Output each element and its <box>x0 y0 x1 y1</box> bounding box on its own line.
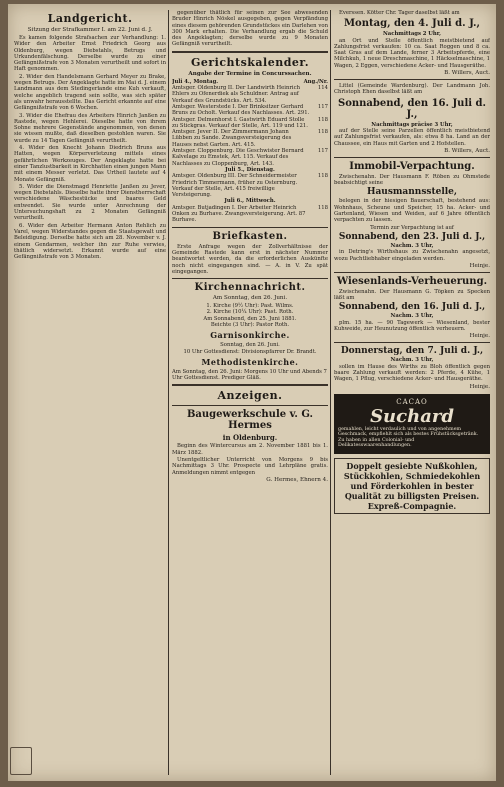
calendar-entry <box>172 85 328 104</box>
entry-number: 114 <box>317 85 328 92</box>
suchard-logo: Suchard <box>370 405 454 427</box>
ad-logo-label: CACAO <box>396 397 428 406</box>
entry-number: 117 <box>317 148 328 155</box>
column-divider <box>330 10 331 775</box>
ad-heading: Sonnabend, den 16. Juli d. J., <box>337 97 487 120</box>
church-line: Am Sonntag, den 26. Juni: Morgens 10 Uhr und Abends 7 Uhr Gottesdienst. Prediger Gläß. <box>172 368 327 382</box>
calendar-entry <box>172 104 328 117</box>
ad-text: Unentgeltlicher Unterricht von Morgens 9 bis Nachmittags 3 Uhr. Prospecte und Lehrpläne gratis. Anmeldungen nimmt entgegen <box>172 457 328 476</box>
church-line: 10 Uhr Gottesdienst: Divisionspfarrer Dr. Brandt. <box>183 348 317 355</box>
section-title: Garnisonkirche. <box>210 330 290 341</box>
divider <box>172 51 328 53</box>
ad-subheading: in Oldenburg. <box>222 433 278 443</box>
article-paragraph: 2. Wider den Handelsmann Gerhard Meyer zu Brake, wegen Betrugs. Der Angeklagte hatte im Mai d. J. einem Landmann aus dem Stedingerlande eine Kuh verkauft, welche angeblich tragend sein sollte, was sich später als unwahr herausstellte. Das Gericht erkannte auf eine Gefängnißstrafe von 6 Wochen. <box>14 73 166 112</box>
church-line: Beichte (3 Uhr): Pastor Roth. <box>210 321 290 328</box>
ad-time: Nachm. 3 Uhr, <box>390 242 434 249</box>
divider <box>334 272 490 273</box>
divider <box>172 227 328 228</box>
entry-text: Amtsger. Butjadingen I. Der Arbeiter Heinrich Onken zu Burhave. Zwangsversteigerung. Art. 87 Burhave. <box>172 204 306 224</box>
entry-number: 118 <box>317 129 328 136</box>
article-paragraph: 5. Wider die Dienstmagd Henriette Janßen zu Jever, wegen Diebstahls. Dieselbe hatte ihrer Dienstherrschaft verschiedene Wäschestücke und baares Geld entwendet. Sie wurde unter Anrechnung der Untersuchungshaft zu 2 Monaten Gefängniß verurtheilt. <box>14 183 166 222</box>
article-paragraph: Es kamen folgende Strafsachen zur Verhandlung: 1. Wider den Arbeiter Ernst Friedrich Georg aus Oldenburg, wegen Diebstahls, Betrugs und Urkundenfälschung. Derselbe wurde zu einer Gefängnißstrafe von 3 Monaten verurtheilt und sofort in Haft genommen. <box>14 35 166 73</box>
entry-text: Amtsger. Westerstede I. Der Brinksitzer Gerhard Bruns zu Ocholt. Verkauf des Nachlasses. Art. 291. <box>172 103 310 117</box>
church-line: 2. Kirche (10¼ Uhr): Past. Roth. <box>206 309 294 316</box>
newspaper-page <box>8 4 496 781</box>
article-paragraph: 4. Wider den Knecht Johann Diedrich Bruns aus Hatten, wegen Körperverletzung mittels eines gefährlichen Werkzeuges. Der Angeklagte hatte bei einer Tanzlustbarkeit in Kirchhatten einen jungen Mann mit einem Messer verletzt. Das Urtheil lautete auf 4 Monate Gefängniß. <box>14 145 166 183</box>
ad-signature: Heinje. <box>469 262 490 269</box>
ad-text: Everssen. Kötter Chr. Tager daselbst läßt am <box>339 10 460 16</box>
ad-heading: Montag, den 4. Juli d. J., <box>343 18 481 30</box>
entry-text: Amtsger. Cloppenburg. Die Geschwister Bernard Kalvelage zu Emstek, Art. 115. Verkauf des Nachlasses zu Cloppenburg, Art. 143. <box>172 148 304 167</box>
section-title: Gerichtskalender. <box>190 55 310 69</box>
ad-signature: G. Hermes, Ehnern 4. <box>266 476 328 483</box>
calendar-entry <box>172 173 328 198</box>
suchard-advertisement <box>334 394 490 454</box>
entry-text: Amtsger. Oldenburg II. Der Landwirth Heinrich Ehlers zu Ofenerdiek als Schuldner. Antrag auf Verkauf des Grundstücks. Art. 534. <box>172 85 300 104</box>
coal-advertisement <box>334 458 490 514</box>
middle-column <box>172 10 328 777</box>
article-paragraph: gegenüber thätlich für seinen zur See abwesenden Bruder Hinrich Nöskel ausgegeben, gegen Verpfändung eines diesem gehörenden Grundstückes ein Darlehen von 300 Mark erhalten. Die Verhandlung ergab die Schuld des Angeklagten; derselbe wurde zu 9 Monaten Gefängniß verurtheilt. <box>172 10 328 48</box>
ad-time: Nachm. 3 Uhr, <box>390 357 434 364</box>
date-heading: Juli 5., Dienstag. <box>225 166 275 173</box>
entry-number: 118 <box>317 173 328 180</box>
ad-heading: Wiesenlands-Verheuerung. <box>336 275 488 287</box>
ad-heading: Donnerstag, den 7. Juli d. J., <box>340 346 484 357</box>
ad-text: gemahlen, leicht verdaulich und von angenehmem Geschmack, empfiehlt sich als bestes Frühstücksgetränk. Zu haben in allen Colonial- und Delikatesswaarenhandlungen. <box>338 426 479 449</box>
section-title: Methodistenkirche. <box>201 356 299 367</box>
ad-text: Doppelt gesiebte Nußkohlen, Stückkohlen, Schmiedekohlen und Förderkohlen in bester Qualität zu billigsten Preisen. Expreß-Compagnie. <box>343 460 481 511</box>
calendar-entry <box>172 129 328 148</box>
ad-signature: Heinje. <box>469 383 490 390</box>
left-column <box>14 10 166 777</box>
ad-heading: Sonnabend, den 23. Juli d. J., <box>338 231 486 242</box>
ad-text: Zwischenahn. Der Hausmann G. Töpken zu Specken läßt am <box>334 288 490 302</box>
ad-signature: B. Willers, Auct. <box>444 147 490 154</box>
section-subtitle: Angabe der Termine in Concurssachen. <box>188 70 312 77</box>
divider <box>334 157 490 158</box>
date-label: Juli 4., Montag. <box>172 78 219 85</box>
column-label: Ang./Nr. <box>303 78 328 85</box>
ad-text: auf der Stelle seine Parzellen öffentlich meistbietend auf Zahlungsfrist verkaufen, als: etwa 8 ha. Land an der Chaussee, ein Haus mit Garten und 2 Hofstellen. <box>334 127 490 147</box>
church-line: 1. Kirche (9½ Uhr): Past. Wilms. <box>206 303 294 310</box>
ad-text: Zwischenahn. Der Hausmann F. Röben zu Ohmstede beabsichtigt seine <box>334 173 490 187</box>
ad-text: sollen im Hause des Wirths zu Bloh öffentlich gegen baare Zahlung verkauft werden: 2 Pferde, 4 Kühe, 1 Wagen, 1 Pflug, verschiedene Acker- und Hausgeräthe. <box>334 363 490 383</box>
column-divider <box>168 10 169 775</box>
calendar-entry <box>172 148 328 167</box>
ad-signature: Heinje. <box>469 333 490 340</box>
calendar-entry <box>172 205 328 224</box>
entry-text: Amtsger. Delmenhorst I. Gastwirth Eduard Stolle zu Stickgras. Verkauf der Stelle, Art. 119 und 121. <box>172 116 308 129</box>
entry-number: 118 <box>317 204 328 211</box>
section-subtitle: Am Sonntag, den 26. Juni. <box>212 295 288 302</box>
ad-time: Nachmittags präcise 3 Uhr, <box>371 121 453 128</box>
ad-text: in Detring's Wirthshaus zu Zwischenahn angesetzt, wozu Pachtliebhaber eingeladen werden. <box>334 249 490 262</box>
divider <box>172 384 328 386</box>
divider <box>172 405 328 406</box>
ad-signature: B. Willers, Auct. <box>444 70 490 77</box>
divider <box>334 79 490 80</box>
ad-heading: Baugewerkschule v. G. Hermes <box>186 409 314 432</box>
section-subtitle: Sitzung der Strafkammer I. am 22. Juni d. J. <box>27 27 153 33</box>
ad-time: Nachm. 3 Uhr, <box>390 313 434 320</box>
ad-time: Nachmittags 2 Uhr, <box>382 31 442 38</box>
ad-heading: Sonnabend, den 16. Juli d. J., <box>338 302 486 313</box>
divider <box>172 278 328 279</box>
ad-text: Littel (Gemeinde Wardenburg). Der Landmann Joh. Christoph Ehen daselbst läßt am <box>334 83 490 96</box>
ad-heading: Immobil-Verpachtung. <box>349 160 475 172</box>
article-paragraph: 6. Wider den Arbeiter Hermann Anton Rehlich zu Varel, wegen Widerstandes gegen die Staatsgewalt und Beleidigung. Derselbe hatte sich am 28. November v. J. einem Gendarmen, welcher ihn zur Ruhe verwies, thätlich widersetzt. Erkannt wurde auf eine Gefängnißstrafe von 3 Monaten. <box>14 222 166 261</box>
ad-text: an Ort und Stelle öffentlich meistbietend auf Zahlungsfrist verkaufen: 10 ca. Saat Roggen und 8 ca. Saat Gras auf dem Lande, ferner 3 Arbeitspferde, eine Milchkuh, 1 neue Dreschmaschine, 1 Häckselmaschine, 1 Wagen, 2 Eggen, verschiedene Acker- und Hausgeräthe. <box>334 37 490 69</box>
ad-text: Termin zur Verpachtung ist auf <box>370 224 454 231</box>
church-line: Sonntag, den 26. Juni. <box>220 342 280 349</box>
section-title: Kirchennachricht. <box>194 282 306 294</box>
section-title: Anzeigen. <box>217 389 283 403</box>
section-title: Briefkasten. <box>212 230 288 242</box>
entry-number: 117 <box>317 103 328 110</box>
article-paragraph: Erste Anfrage wegen der Zollverhältnisse der Gemeinde Rastede kann erst in nächster Nummer beantwortet werden, da die erforderlichen Auskünfte noch nicht eingegangen sind. — A. in V. Zu spät eingegangen. <box>172 243 328 275</box>
right-column <box>334 10 490 777</box>
article-paragraph: 3. Wider die Ehefrau des Arbeiters Hinrich Janßen zu Rastede, wegen Hehlerei. Dieselbe hatte von ihrem Sohne mehrere Gegenstände angenommen, von denen sie wissen mußte, daß dieselben gestohlen waren. Sie wurde zu 14 Tagen Gefängniß verurtheilt. <box>14 112 166 144</box>
date-heading: Juli 6., Mittwoch. <box>224 198 276 205</box>
church-line: Am Sonnabend, den 25. Juni 1881. <box>203 315 297 322</box>
ad-subheading: Hausmannsstelle, <box>366 187 458 198</box>
section-title: Landgericht. <box>47 12 133 25</box>
entry-text: Amtsger. Jever II. Der Zimmermann Johann Lübben zu Sande. Zwangsversteigerung des Hauses nebst Garten. Art. 415. <box>172 129 292 148</box>
library-stamp-icon <box>10 747 32 775</box>
ad-text: Beginn des Wintercursus am 2. November 1881 bis 1. März 1882. <box>172 443 328 456</box>
divider <box>334 342 490 343</box>
entry-number: 118 <box>317 116 328 123</box>
ad-text: belegen in der hiesigen Bauerschaft, bestehend aus: Wohnhaus, Scheune und Speicher, 15 ha. Acker- und Gartenland, Wiesen und Weiden, auf 6 Jahre öffentlich verpachten zu lassen. <box>334 198 490 224</box>
calendar-entry <box>172 117 328 130</box>
ad-text: plm. 15 ha. — 90 Tagewerk — Wiesenland, bester Kuhweide, zur Heunutzung öffentlich verheuern. <box>334 319 490 333</box>
entry-text: Amtsger. Oldenburg III. Der Schneidermeister Friedrich Timmermann, früher zu Osternburg. Verkauf der Stelle, Art. 415 freiwillige Versteigerung. <box>172 173 298 199</box>
